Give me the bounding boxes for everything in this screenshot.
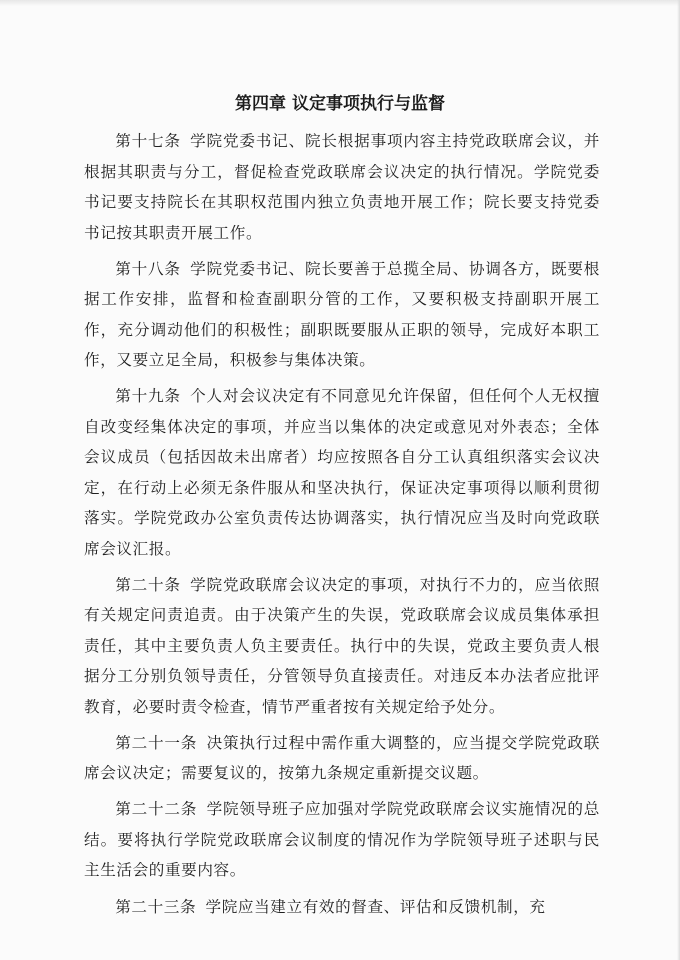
article-19: [84, 381, 600, 564]
article-number: 第十九条: [115, 387, 181, 406]
article-22: [84, 794, 600, 886]
article-text: 个人对会议决定有不同意见允许保留，但任何个人无权擅自改变经集体决定的事项，并应当以集体的决定或意见对外表态；全体会议成员（包括因故未出席者）均应按照各自分工认真组织落实会议决定，在行动上必须无条件服从和坚决执行，保证决定事项得以顺利贯彻落实。学院党政办公室负责传达协调落实，执行情况应当及时向党政联席会议汇报。: [84, 387, 600, 558]
article-number: 第十七条: [115, 132, 181, 150]
article-text: 学院党委书记、院长根据事项内容主持党政联席会议，并根据其职责与分工，督促检查党政联席会议决定的执行情况。学院党委书记要支持院长在其职权范围内独立负责地开展工作；院长要支持党委书记按其职责开展工作。: [84, 132, 600, 242]
article-18: [84, 254, 600, 376]
article-23: [84, 892, 600, 923]
article-text: 学院党委书记、院长要善于总揽全局、协调各方，既要根据工作安排，监督和检查副职分管的工作，又要积极支持副职开展工作，充分调动他们的积极性；副职既要服从正职的领导，完成好本职工作，又要立足全局，积极参与集体决策。: [84, 259, 600, 370]
document-body: [84, 126, 600, 928]
article-number: 第二十三条: [115, 897, 197, 916]
article-number: 第二十条: [115, 575, 181, 594]
article-text: 学院领导班子应加强对学院党政联席会议实施情况的总结。要将执行学院党政联席会议制度的情况作为学院领导班子述职与民主生活会的重要内容。: [84, 800, 600, 880]
article-number: 第二十一条: [115, 733, 198, 752]
article-text: 学院应当建立有效的督查、评估和反馈机制，充: [205, 897, 546, 916]
article-21: [84, 728, 600, 789]
article-number: 第二十二条: [115, 800, 198, 819]
article-17: [84, 126, 600, 248]
article-text: 学院党政联席会议决定的事项，对执行不力的，应当依照有关规定问责追责。由于决策产生的失误，党政联席会议成员集体承担责任，其中主要负责人负主要责任。执行中的失误，党政主要负责人根据分工分别负领导责任，分管领导负直接责任。对违反本办法者应批评教育，必要时责令检查，情节严重者按有关规定给予处分。: [84, 575, 600, 716]
article-20: [84, 570, 600, 723]
chapter-title: 第四章 议定事项执行与监督: [235, 94, 445, 114]
article-text: 决策执行过程中需作重大调整的，应当提交学院党政联席会议决定；需要复议的，按第九条规定重新提交议题。: [84, 733, 600, 783]
article-number: 第十八条: [115, 259, 181, 278]
